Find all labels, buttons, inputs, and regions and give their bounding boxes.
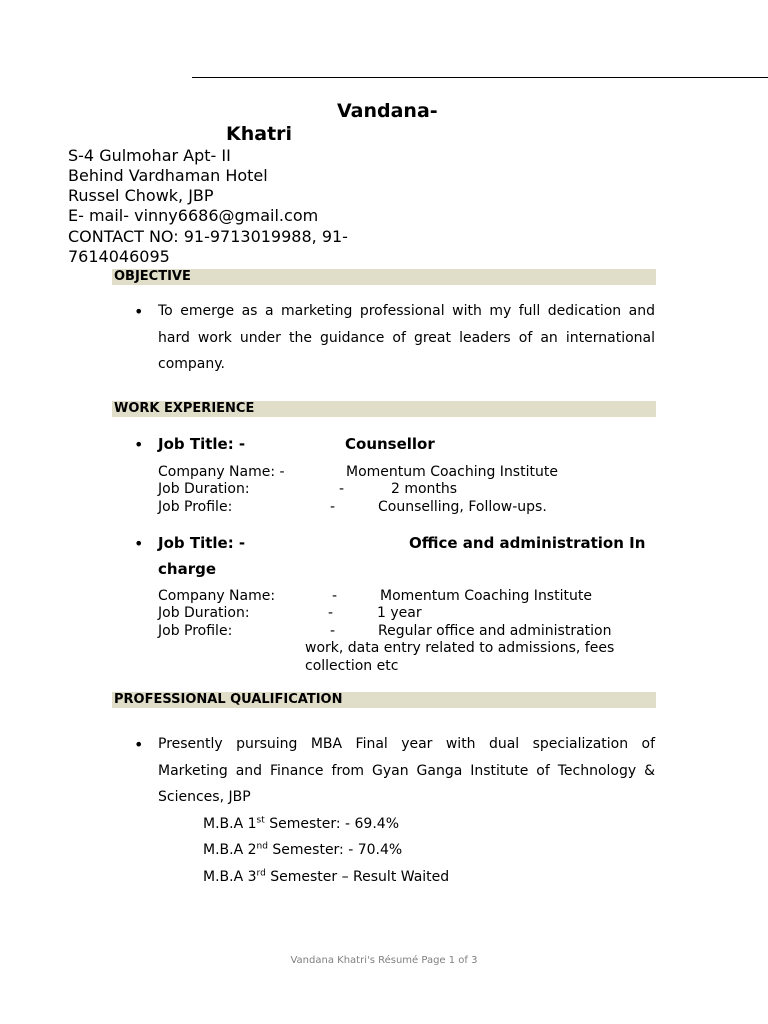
work-experience-heading: WORK EXPERIENCE (112, 401, 656, 417)
contact-line: CONTACT NO: 91-9713019988, 91- (68, 227, 348, 246)
email-line: E- mail- vinny6686@gmail.com (68, 206, 319, 225)
address-line-1: S-4 Gulmohar Apt- II (68, 146, 231, 165)
objective-heading: OBJECTIVE (112, 269, 656, 285)
job2-duration-dash: - (328, 605, 334, 621)
job2-duration-value: 1 year (377, 605, 422, 621)
bullet-icon: • (134, 735, 144, 754)
qualification-heading: PROFESSIONAL QUALIFICATION (112, 692, 656, 708)
mba-semester-3-result: M.B.A 3rd Semester – Result Waited (203, 868, 450, 885)
job2-duration-label: Job Duration: (158, 605, 250, 621)
candidate-name-first: Vandana- (337, 100, 438, 122)
job2-profile-value: Regular office and administration (378, 623, 612, 639)
job1-profile-label: Job Profile: (158, 499, 233, 515)
bullet-icon: • (134, 302, 144, 321)
bullet-icon: • (134, 534, 144, 553)
address-line-2: Behind Vardhaman Hotel (68, 166, 268, 185)
job1-duration-dash: - (339, 481, 345, 497)
objective-text: To emerge as a marketing professional with my full dedication and hard work under the guidance of great leaders of an international company. (158, 303, 655, 372)
job1-title-label: Job Title: - (158, 435, 246, 453)
page-footer: Vandana Khatri's Résumé Page 1 of 3 (290, 955, 478, 966)
job2-profile-value-continued: work, data entry related to admissions, fees (305, 640, 615, 656)
job2-company-dash: - (332, 588, 338, 604)
contact-line-continued: 7614046095 (68, 247, 170, 266)
address-line-3: Russel Chowk, JBP (68, 186, 214, 205)
header-rule (192, 77, 768, 78)
bullet-icon: • (134, 435, 144, 454)
job2-profile-dash: - (330, 623, 336, 639)
candidate-name-last: Khatri (226, 123, 293, 145)
job2-title-value-continued: charge (158, 560, 217, 578)
job2-company-value: Momentum Coaching Institute (380, 588, 592, 604)
job1-title-value: Counsellor (345, 435, 435, 453)
job2-company-label: Company Name: (158, 588, 276, 604)
job2-profile-value-end: collection etc (305, 658, 399, 674)
job2-profile-label: Job Profile: (158, 623, 233, 639)
job1-company-label: Company Name: - (158, 464, 285, 480)
job1-company-value: Momentum Coaching Institute (346, 464, 558, 480)
job1-duration-value: 2 months (391, 481, 458, 497)
mba-semester-2-result: M.B.A 2nd Semester: - 70.4% (203, 841, 403, 858)
job1-profile-dash: - (330, 499, 336, 515)
qualification-text: Presently pursuing MBA Final year with dual specialization of Marketing and Finance from Gyan Ganga Institute of Technology & Sciences, JBP (158, 736, 655, 805)
job2-title-value: Office and administration In (409, 534, 646, 552)
job2-title-label: Job Title: - (158, 534, 246, 552)
job1-duration-label: Job Duration: (158, 481, 250, 497)
mba-semester-1-result: M.B.A 1st Semester: - 69.4% (203, 815, 400, 832)
job1-profile-value: Counselling, Follow-ups. (378, 499, 547, 515)
